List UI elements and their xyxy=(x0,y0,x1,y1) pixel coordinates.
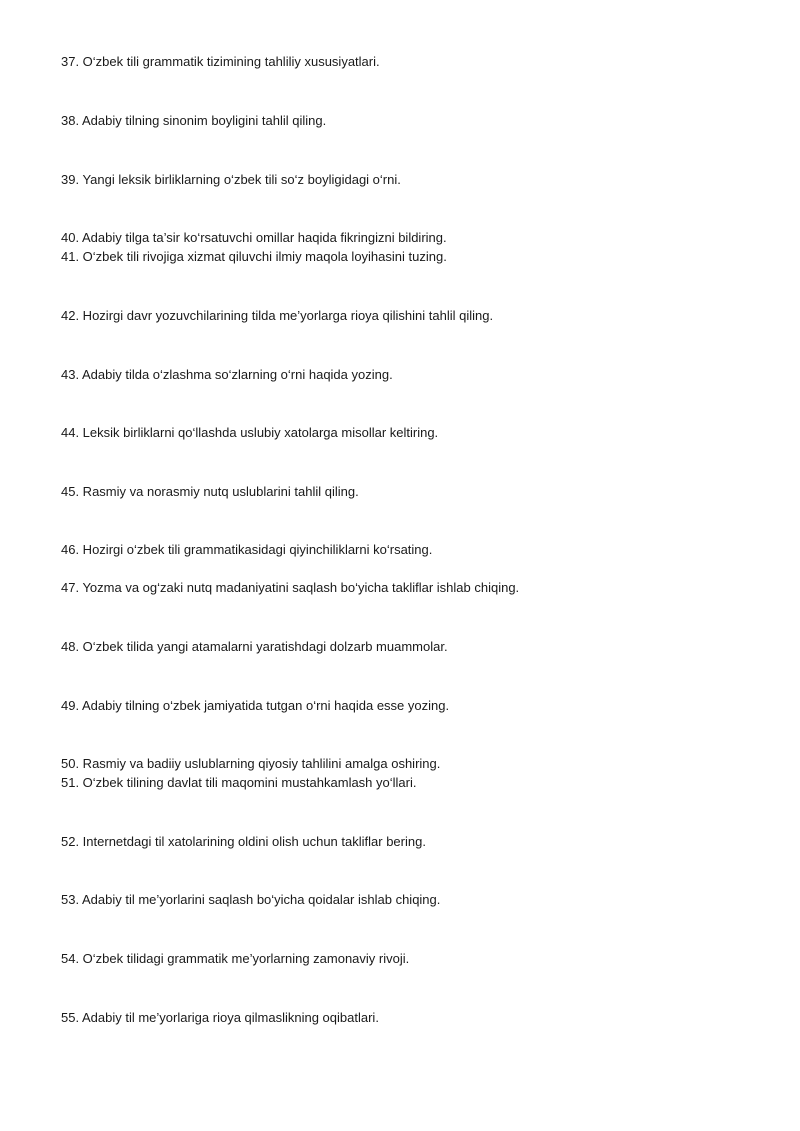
list-item-55: 55. Adabiy til me’yorlariga rioya qilmaslikning oqibatlari. xyxy=(61,1010,379,1025)
list-item-42: 42. Hozirgi davr yozuvchilarining tilda me’yorlarga rioya qilishini tahlil qiling. xyxy=(61,308,494,323)
list-item-53: 53. Adabiy til me’yorlarini saqlash bo‘yicha qoidalar ishlab chiqing. xyxy=(61,892,441,907)
list-item-41: 41. O‘zbek tili rivojiga xizmat qiluvchi ilmiy maqola loyihasini tuzing. xyxy=(61,249,447,264)
list-item-50: 50. Rasmiy va badiiy uslublarning qiyosiy tahlilini amalga oshiring. xyxy=(61,756,441,771)
list-item-48: 48. O‘zbek tilida yangi atamalarni yaratishdagi dolzarb muammolar. xyxy=(61,639,448,654)
list-item-38: 38. Adabiy tilning sinonim boyligini tahlil qiling. xyxy=(61,113,327,128)
list-item-43: 43. Adabiy tilda o‘zlashma so‘zlarning o‘rni haqida yozing. xyxy=(61,367,393,382)
list-item-52: 52. Internetdagi til xatolarining oldini olish uchun takliflar bering. xyxy=(61,834,426,849)
list-item-40: 40. Adabiy tilga ta’sir ko‘rsatuvchi omillar haqida fikringizni bildiring. xyxy=(61,230,447,245)
list-item-45: 45. Rasmiy va norasmiy nutq uslublarini tahlil qiling. xyxy=(61,484,359,499)
list-item-37: 37. O‘zbek tili grammatik tizimining tahliliy xususiyatlari. xyxy=(61,54,380,69)
list-item-46: 46. Hozirgi o‘zbek tili grammatikasidagi qiyinchiliklarni ko‘rsating. xyxy=(61,542,433,557)
list-item-49: 49. Adabiy tilning o‘zbek jamiyatida tutgan o‘rni haqida esse yozing. xyxy=(61,698,450,713)
list-item-54: 54. O‘zbek tilidagi grammatik me’yorlarning zamonaviy rivoji. xyxy=(61,951,410,966)
list-item-47: 47. Yozma va og‘zaki nutq madaniyatini saqlash bo‘yicha takliflar ishlab chiqing. xyxy=(61,580,520,595)
list-item-44: 44. Leksik birliklarni qo‘llashda uslubiy xatolarga misollar keltiring. xyxy=(61,425,439,440)
list-item-39: 39. Yangi leksik birliklarning o‘zbek tili so‘z boyligidagi o‘rni. xyxy=(61,172,401,187)
list-item-51: 51. O‘zbek tilining davlat tili maqomini mustahkamlash yo‘llari. xyxy=(61,775,417,790)
